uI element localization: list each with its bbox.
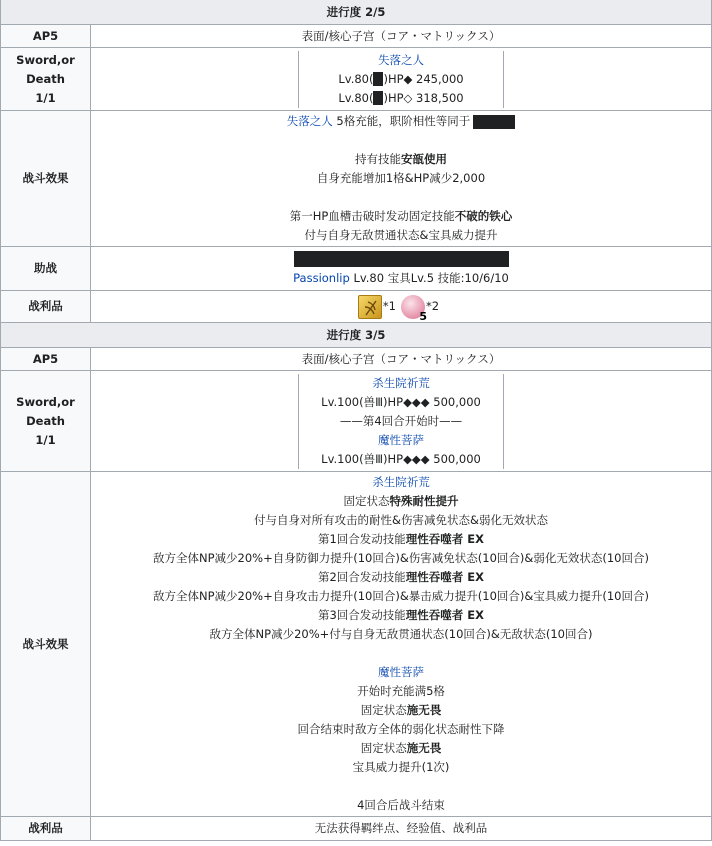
battle-effect-label: 战斗效果 — [1, 111, 91, 247]
enemy-name-link[interactable]: 杀生院祈荒 — [372, 475, 430, 489]
effect-text: 自身充能增加1格&HP减少2,000 — [316, 171, 486, 185]
enemy-inner-table — [298, 51, 504, 108]
end-note: 4回合后战斗结束 — [357, 798, 445, 812]
enemy-stats: Lv.100(兽Ⅲ)HP◆◆◆ 500,000 — [321, 451, 481, 466]
battle-effect-label: 战斗效果 — [1, 472, 91, 817]
progress-header-3: 进行度 3/5 — [1, 323, 712, 348]
battle-effect-cell — [91, 111, 712, 247]
enemy-cell — [91, 48, 712, 111]
enemy-label-line: Sword,or — [16, 394, 75, 409]
effect-text: 付与自身对所有攻击的耐性&伤害减免状态&弱化无效状态 — [254, 513, 548, 527]
enemy-cell — [91, 371, 712, 472]
effect-text: 敌方全体NP减少20%+自身攻击力提升(10回合)&暴击威力提升(10回合)&宝具威力提升(10回合) — [153, 589, 649, 603]
loot-label: 战利品 — [1, 817, 91, 841]
support-label: 助战 — [1, 247, 91, 291]
effect-text: 开始时充能满5格 — [357, 684, 445, 698]
enemy-name-link[interactable]: 杀生院祈荒 — [372, 375, 430, 390]
enemy-inner-table — [298, 374, 504, 469]
enemy-stats-1: Lv.80( )HP◆ 245,000 — [338, 71, 464, 86]
enemy-label — [1, 48, 91, 111]
redacted-class-block — [473, 115, 515, 129]
loot-cell — [91, 291, 712, 323]
loot-count: *2 — [426, 299, 440, 313]
effect-text: 宝具威力提升(1次) — [352, 760, 450, 774]
enemy-label-line: 1/1 — [35, 432, 56, 447]
effect-skill-line: 持有技能安瓿使用 — [355, 152, 447, 166]
effect-line: 第3回合发动技能理性吞噬者 EX — [317, 608, 485, 622]
enemy-name-link[interactable]: 失落之人 — [286, 114, 333, 128]
ap-label: AP5 — [1, 348, 91, 371]
ap-label: AP5 — [1, 25, 91, 48]
support-servant-link[interactable]: Passionlip — [293, 270, 350, 285]
enemy-name-link[interactable]: 失落之人 — [378, 52, 424, 67]
effect-line: 固定状态特殊耐性提升 — [343, 494, 459, 508]
enemy-label — [1, 371, 91, 472]
enemy-label-line: Death — [26, 413, 65, 428]
support-stats: Lv.80 宝具Lv.5 技能:10/6/10 — [349, 270, 509, 285]
effect-text: 付与自身无敌贯通状态&宝具威力提升 — [304, 228, 498, 242]
enemy-label-line: Sword,or — [16, 52, 75, 67]
enemy-stats: Lv.100(兽Ⅲ)HP◆◆◆ 500,000 — [321, 394, 481, 409]
effect-line: 固定状态施无畏 — [360, 741, 442, 755]
support-cell — [91, 247, 712, 291]
effect-line: 固定状态施无畏 — [360, 703, 442, 717]
turn-note: ——第4回合开始时—— — [339, 413, 463, 428]
battle-effect-cell — [91, 472, 712, 817]
redacted-class-icon — [373, 72, 383, 86]
effect-break-line: 第一HP血槽击破时发动固定技能不破的铁心 — [289, 209, 513, 223]
effect-text: 5格充能，职阶相性等同于 — [332, 114, 471, 128]
effect-text: 敌方全体NP减少20%+付与自身无敌贯通状态(10回合)&无敌状态(10回合) — [209, 627, 593, 641]
enemy-name-link[interactable]: 魔性菩萨 — [378, 432, 424, 447]
enemy-stats-2: Lv.80( )HP◇ 318,500 — [338, 90, 464, 105]
enemy-label-line: Death — [26, 71, 65, 86]
loot-count: *1 — [382, 299, 396, 313]
effect-line: 第2回合发动技能理性吞噬者 EX — [317, 570, 485, 584]
effect-text: 回合结束时敌方全体的弱化状态耐性下降 — [297, 722, 505, 736]
ap-location: 表面/核心子宫（コア・マトリックス） — [91, 25, 712, 48]
enemy-name-link[interactable]: 魔性菩萨 — [378, 665, 424, 679]
gold-coin-icon[interactable] — [358, 295, 382, 319]
redacted-support-block — [294, 251, 509, 267]
enemy-label-line: 1/1 — [35, 90, 56, 105]
effect-line: 第1回合发动技能理性吞噬者 EX — [317, 532, 485, 546]
loot-cell: 无法获得羁绊点、经验值、战利品 — [91, 817, 712, 841]
orb-badge: 5 — [419, 309, 427, 323]
loot-label: 战利品 — [1, 291, 91, 323]
redacted-class-icon — [373, 91, 383, 105]
pink-orb-icon[interactable] — [401, 295, 427, 323]
ap-location: 表面/核心子宫（コア・マトリックス） — [91, 348, 712, 371]
progress-header-2: 进行度 2/5 — [1, 0, 712, 25]
effect-text: 敌方全体NP减少20%+自身防御力提升(10回合)&伤害减免状态(10回合)&弱化无效状态(10回合) — [153, 551, 649, 565]
